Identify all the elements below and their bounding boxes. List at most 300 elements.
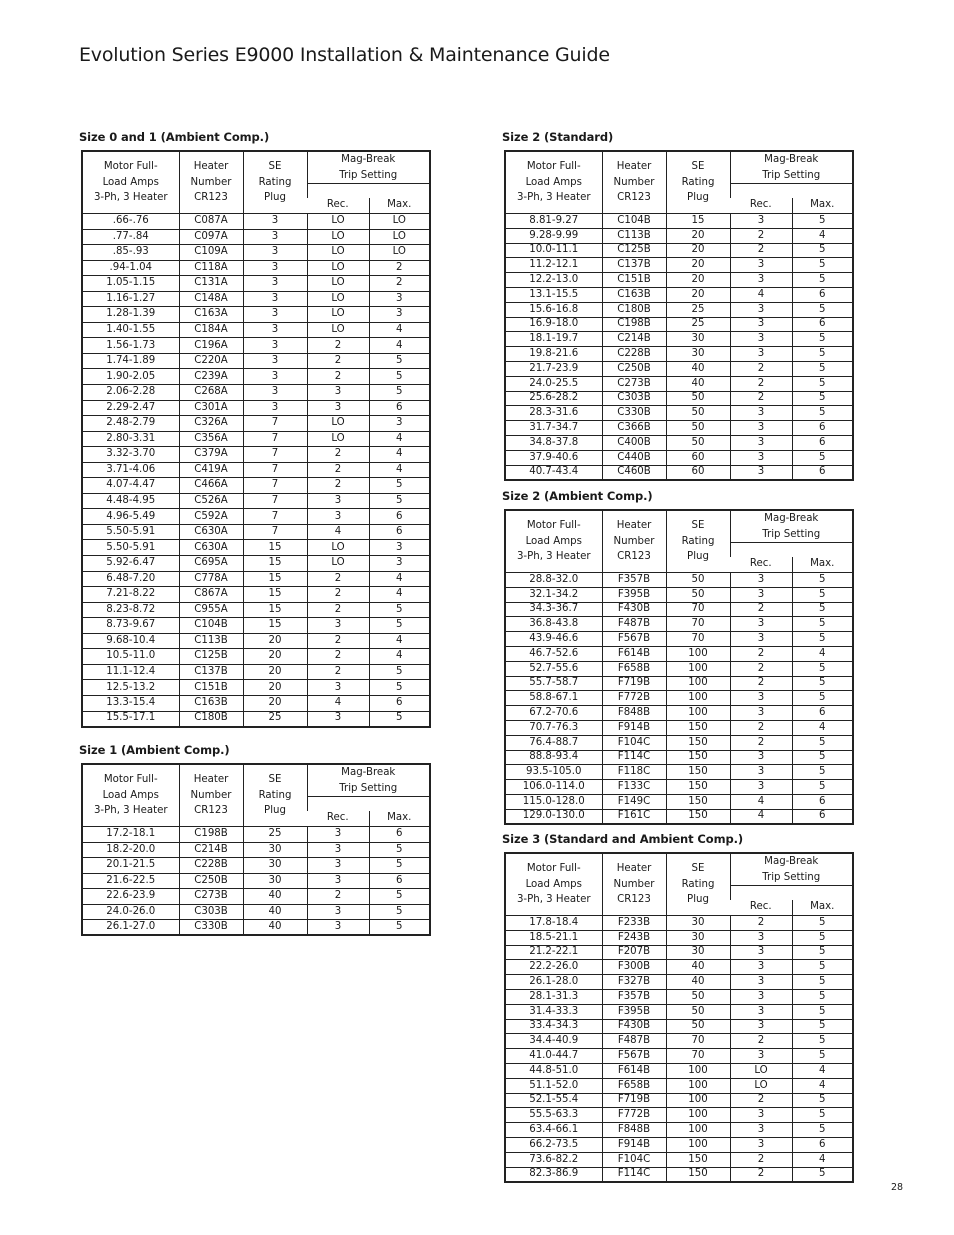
- cell-motor-fla: 73.6-82.2: [505, 1152, 602, 1167]
- cell-max: 5: [369, 369, 430, 385]
- table-row: [505, 258, 853, 273]
- cell-max: 6: [369, 509, 430, 525]
- cell-rec: LO: [307, 416, 369, 432]
- cell-max: 4: [369, 462, 430, 478]
- cell-rec: 3: [307, 618, 369, 634]
- table-row: [505, 1108, 853, 1123]
- cell-se-rating: 100: [666, 1137, 730, 1152]
- cell-max: 5: [792, 450, 853, 465]
- cell-heater-number: C239A: [179, 369, 243, 385]
- cell-motor-fla: 28.1-31.3: [505, 989, 602, 1004]
- cell-heater-number: C778A: [179, 571, 243, 587]
- cell-rec: 2: [730, 646, 792, 661]
- header-se-rating-plug-line: Plug: [264, 192, 286, 204]
- header-se-rating-plug-line: Rating: [258, 789, 292, 801]
- cell-heater-number: C097A: [179, 229, 243, 245]
- cell-motor-fla: 15.5-17.1: [106, 712, 156, 724]
- cell-rec: 2: [307, 338, 369, 354]
- cell-max: 5: [792, 214, 853, 229]
- cell-max: 5: [792, 765, 853, 780]
- cell-motor-fla: 5.50-5.91: [82, 540, 179, 556]
- cell-motor-fla: 1.56-1.73: [82, 338, 179, 354]
- table-size-0-1: [79, 130, 431, 728]
- cell-motor-fla: 12.5-13.2: [82, 680, 179, 696]
- cell-rec: 3: [307, 680, 369, 696]
- cell-motor-fla: 7.21-8.22: [82, 587, 179, 603]
- cell-heater-number: C460B: [602, 465, 666, 480]
- cell-se-rating: 100: [666, 1093, 730, 1108]
- cell-heater-number: F430B: [602, 602, 666, 617]
- cell-max: 5: [792, 691, 853, 706]
- cell-heater-number: C592A: [179, 509, 243, 525]
- cell-rec: LO: [307, 229, 369, 245]
- cell-rec: 2: [307, 447, 369, 463]
- table-row: [505, 317, 853, 332]
- cell-heater-number: C630A: [179, 524, 243, 540]
- cell-max: 5: [369, 602, 430, 618]
- cell-max: 6: [369, 400, 430, 416]
- cell-motor-fla: 31.4-33.3: [505, 1004, 602, 1019]
- header-mag-break: [730, 151, 853, 198]
- header-heater-number-line: Number: [190, 789, 232, 801]
- cell-heater-number: C379A: [179, 447, 243, 463]
- cell-motor-fla: 20.1-21.5: [82, 858, 179, 874]
- cell-rec: 2: [307, 587, 369, 603]
- table-row: [505, 676, 853, 691]
- cell-heater-number: C366B: [602, 421, 666, 436]
- cell-motor-fla: 11.1-12.4: [82, 664, 179, 680]
- cell-rec: 3: [307, 711, 369, 727]
- heater-table: [504, 150, 854, 481]
- cell-motor-fla: 17.8-18.4: [505, 916, 602, 931]
- cell-se-rating: 3: [243, 385, 307, 401]
- cell-rec: LO: [307, 245, 369, 261]
- header-motor-fla-line: Motor Full-: [526, 161, 581, 173]
- table-row: [82, 711, 430, 727]
- cell-heater-number: F395B: [602, 587, 666, 602]
- cell-motor-fla: .77-.84: [82, 229, 179, 245]
- table-row: [505, 573, 853, 588]
- cell-heater-number: C214B: [602, 332, 666, 347]
- table-size-2-ambient: [502, 489, 854, 825]
- cell-se-rating: 100: [666, 1078, 730, 1093]
- cell-motor-fla: 13.1-15.5: [505, 287, 602, 302]
- cell-se-rating: 150: [666, 765, 730, 780]
- cell-rec: 3: [307, 920, 369, 936]
- table-row: [505, 347, 853, 362]
- cell-max: 5: [369, 478, 430, 494]
- header-se-rating-plug: [243, 764, 307, 827]
- table-row: [505, 1004, 853, 1019]
- cell-se-rating: 50: [666, 406, 730, 421]
- cell-rec: 3: [730, 406, 792, 421]
- header-heater-number-line: Heater: [193, 161, 229, 173]
- header-rec: Rec.: [730, 198, 792, 214]
- table-row: [82, 827, 430, 843]
- cell-se-rating: 60: [666, 465, 730, 480]
- cell-heater-number: C303B: [179, 904, 243, 920]
- cell-heater-number: C250B: [602, 361, 666, 376]
- cell-se-rating: 30: [666, 332, 730, 347]
- cell-max: 4: [792, 1063, 853, 1078]
- table-row: [82, 338, 430, 354]
- cell-rec: 3: [307, 827, 369, 843]
- table-row: [82, 587, 430, 603]
- header-max: Max.: [792, 557, 853, 573]
- cell-max: 4: [369, 338, 430, 354]
- cell-max: 6: [369, 524, 430, 540]
- cell-motor-fla: 34.4-40.9: [505, 1034, 602, 1049]
- cell-heater-number: C125B: [602, 243, 666, 258]
- cell-max: 5: [792, 676, 853, 691]
- table-row: [505, 1019, 853, 1034]
- cell-rec: 3: [730, 273, 792, 288]
- cell-max: 4: [369, 571, 430, 587]
- cell-max: 5: [792, 735, 853, 750]
- table-row: [82, 214, 430, 230]
- table-row: [505, 361, 853, 376]
- table-row: [82, 276, 430, 292]
- table-row: [505, 287, 853, 302]
- cell-se-rating: 3: [243, 229, 307, 245]
- cell-rec: 3: [730, 989, 792, 1004]
- header-mag-break: [307, 151, 430, 198]
- cell-max: 6: [369, 827, 430, 843]
- table-row: [82, 664, 430, 680]
- cell-motor-fla: 21.6-22.5: [82, 873, 179, 889]
- header-max: Max.: [369, 198, 430, 214]
- table-row: [505, 243, 853, 258]
- header-motor-fla: [505, 151, 602, 214]
- cell-motor-fla: 18.5-21.1: [505, 930, 602, 945]
- cell-motor-fla: 16.9-18.0: [505, 317, 602, 332]
- table-row: [82, 400, 430, 416]
- cell-max: 5: [792, 1004, 853, 1019]
- cell-rec: 3: [730, 750, 792, 765]
- table-row: [82, 431, 430, 447]
- cell-motor-fla: 10.5-11.0: [82, 649, 179, 665]
- cell-motor-fla: 115.0-128.0: [505, 794, 602, 809]
- cell-motor-fla: 1.05-1.15: [82, 276, 179, 292]
- cell-heater-number: C131A: [179, 276, 243, 292]
- table-title: Size 0 and 1 (Ambient Comp.): [79, 130, 270, 144]
- table-size-2-standard: [502, 130, 854, 481]
- cell-heater-number: C148A: [179, 291, 243, 307]
- cell-se-rating: 7: [243, 493, 307, 509]
- cell-max: 5: [792, 243, 853, 258]
- cell-heater-number: F357B: [602, 989, 666, 1004]
- table-row: [82, 307, 430, 323]
- cell-rec: 4: [730, 809, 792, 824]
- table-row: [82, 509, 430, 525]
- cell-max: 4: [792, 1152, 853, 1167]
- cell-se-rating: 7: [243, 447, 307, 463]
- cell-motor-fla: 34.3-36.7: [505, 602, 602, 617]
- cell-rec: 2: [730, 1152, 792, 1167]
- cell-max: 5: [792, 376, 853, 391]
- cell-rec: 3: [307, 493, 369, 509]
- cell-se-rating: 100: [666, 1108, 730, 1123]
- cell-se-rating: 30: [666, 916, 730, 931]
- table-row: [505, 646, 853, 661]
- cell-heater-number: C303B: [602, 391, 666, 406]
- cell-se-rating: 15: [243, 556, 307, 572]
- header-max: Max.: [369, 811, 430, 827]
- cell-max: 5: [792, 1034, 853, 1049]
- cell-se-rating: 150: [666, 809, 730, 824]
- cell-motor-fla: 22.2-26.0: [505, 960, 602, 975]
- table-row: [505, 228, 853, 243]
- cell-max: 5: [369, 385, 430, 401]
- header-motor-fla: [82, 764, 179, 827]
- header-trip-setting-line: Trip Setting: [731, 527, 853, 544]
- cell-rec: 2: [730, 391, 792, 406]
- cell-se-rating: 3: [243, 276, 307, 292]
- cell-motor-fla: 2.80-3.31: [82, 431, 179, 447]
- table-row: [505, 450, 853, 465]
- header-heater-number-line: CR123: [617, 192, 651, 204]
- header-motor-fla-line: Load Amps: [102, 176, 159, 188]
- cell-max: 5: [792, 975, 853, 990]
- cell-rec: 2: [307, 664, 369, 680]
- cell-heater-number: C137B: [179, 664, 243, 680]
- cell-se-rating: 40: [243, 904, 307, 920]
- cell-se-rating: 7: [243, 524, 307, 540]
- cell-heater-number: F658B: [602, 1078, 666, 1093]
- cell-rec: 3: [730, 214, 792, 229]
- table-title: Size 2 (Ambient Comp.): [502, 489, 653, 503]
- cell-heater-number: F430B: [602, 1019, 666, 1034]
- heater-table: [81, 150, 431, 728]
- cell-heater-number: F614B: [602, 1063, 666, 1078]
- table-title: Size 2 (Standard): [502, 130, 614, 144]
- cell-se-rating: 50: [666, 1004, 730, 1019]
- cell-se-rating: 40: [666, 376, 730, 391]
- cell-max: LO: [369, 214, 430, 230]
- cell-heater-number: C113B: [179, 633, 243, 649]
- table-row: [82, 842, 430, 858]
- cell-max: 3: [369, 307, 430, 323]
- cell-rec: 3: [730, 347, 792, 362]
- cell-heater-number: F207B: [602, 945, 666, 960]
- cell-max: 4: [369, 649, 430, 665]
- cell-max: 5: [792, 273, 853, 288]
- cell-motor-fla: 88.8-93.4: [505, 750, 602, 765]
- cell-rec: LO: [730, 1078, 792, 1093]
- cell-motor-fla: 1.90-2.05: [82, 369, 179, 385]
- cell-se-rating: 150: [666, 1152, 730, 1167]
- cell-motor-fla: 12.2-13.0: [505, 273, 602, 288]
- cell-motor-fla: 18.1-19.7: [505, 332, 602, 347]
- cell-se-rating: 15: [243, 571, 307, 587]
- cell-rec: 2: [730, 228, 792, 243]
- table-row: [505, 750, 853, 765]
- cell-se-rating: 70: [666, 1049, 730, 1064]
- cell-max: 4: [792, 1078, 853, 1093]
- cell-rec: 2: [730, 602, 792, 617]
- table-row: [505, 632, 853, 647]
- cell-se-rating: 3: [243, 338, 307, 354]
- cell-rec: 3: [730, 945, 792, 960]
- header-se-rating-plug-line: Plug: [687, 192, 709, 204]
- header-se-rating-plug-line: Plug: [687, 894, 709, 906]
- cell-se-rating: 20: [666, 228, 730, 243]
- table-row: [505, 406, 853, 421]
- cell-motor-fla: 17.2-18.1: [82, 827, 179, 843]
- cell-rec: 3: [730, 617, 792, 632]
- header-heater-number: [602, 853, 666, 916]
- cell-max: 5: [369, 904, 430, 920]
- cell-motor-fla: 32.1-34.2: [505, 587, 602, 602]
- cell-se-rating: 40: [666, 975, 730, 990]
- cell-motor-fla: 8.23-8.72: [82, 602, 179, 618]
- header-heater-number-line: Heater: [616, 161, 652, 173]
- cell-max: 5: [369, 493, 430, 509]
- cell-heater-number: C326A: [179, 416, 243, 432]
- table-row: [505, 989, 853, 1004]
- header-trip-setting-line: Trip Setting: [731, 870, 853, 887]
- cell-rec: 3: [730, 450, 792, 465]
- table-row: [505, 602, 853, 617]
- cell-rec: 3: [730, 317, 792, 332]
- table-row: [82, 889, 430, 905]
- header-mag-break-line: Mag-Break: [764, 154, 819, 165]
- table-row: [82, 524, 430, 540]
- cell-heater-number: C196A: [179, 338, 243, 354]
- cell-rec: 2: [730, 720, 792, 735]
- header-se-rating-plug-line: Rating: [681, 535, 715, 547]
- cell-max: 5: [792, 945, 853, 960]
- cell-max: 6: [792, 287, 853, 302]
- header-mag-break: [730, 510, 853, 557]
- cell-motor-fla: 37.9-40.6: [505, 450, 602, 465]
- header-heater-number-line: Number: [613, 176, 655, 188]
- cell-se-rating: 20: [666, 287, 730, 302]
- header-motor-fla-line: Motor Full-: [103, 161, 158, 173]
- cell-heater-number: C630A: [179, 540, 243, 556]
- cell-se-rating: 100: [666, 706, 730, 721]
- header-trip-setting-line: Trip Setting: [731, 168, 853, 185]
- table-row: [82, 493, 430, 509]
- cell-max: 5: [792, 780, 853, 795]
- cell-se-rating: 60: [666, 450, 730, 465]
- cell-max: 5: [792, 1108, 853, 1123]
- cell-motor-fla: 24.0-26.0: [82, 904, 179, 920]
- cell-motor-fla: 4.07-4.47: [82, 478, 179, 494]
- cell-se-rating: 70: [666, 632, 730, 647]
- cell-heater-number: C184A: [179, 322, 243, 338]
- cell-se-rating: 50: [666, 587, 730, 602]
- cell-rec: 2: [307, 462, 369, 478]
- header-motor-fla-line: 3-Ph, 3 Heater: [93, 192, 168, 204]
- cell-rec: 2: [307, 369, 369, 385]
- header-heater-number-line: Number: [613, 535, 655, 547]
- cell-se-rating: 20: [666, 243, 730, 258]
- cell-heater-number: F772B: [602, 1108, 666, 1123]
- cell-se-rating: 25: [666, 302, 730, 317]
- cell-heater-number: F658B: [602, 661, 666, 676]
- cell-rec: 2: [730, 1167, 792, 1182]
- cell-motor-fla: 43.9-46.6: [505, 632, 602, 647]
- cell-heater-number: F719B: [602, 676, 666, 691]
- cell-se-rating: 100: [666, 661, 730, 676]
- cell-max: 5: [792, 1049, 853, 1064]
- cell-heater-number: C419A: [179, 462, 243, 478]
- cell-heater-number: F243B: [602, 930, 666, 945]
- table-row: [82, 873, 430, 889]
- heater-table: [504, 852, 854, 1183]
- table-row: [82, 618, 430, 634]
- table-row: [82, 571, 430, 587]
- cell-rec: 2: [307, 889, 369, 905]
- cell-motor-fla: 9.68-10.4: [82, 633, 179, 649]
- cell-se-rating: 50: [666, 1019, 730, 1034]
- heater-table: [81, 763, 431, 936]
- cell-se-rating: 50: [666, 573, 730, 588]
- cell-motor-fla: 63.4-66.1: [505, 1123, 602, 1138]
- cell-se-rating: 40: [666, 361, 730, 376]
- table-row: [82, 602, 430, 618]
- cell-max: 5: [792, 302, 853, 317]
- table-row: [82, 385, 430, 401]
- cell-se-rating: 70: [666, 1034, 730, 1049]
- cell-rec: 2: [730, 676, 792, 691]
- cell-max: 4: [792, 646, 853, 661]
- cell-rec: LO: [307, 540, 369, 556]
- cell-se-rating: 150: [666, 750, 730, 765]
- cell-motor-fla: 1.74-1.89: [82, 353, 179, 369]
- cell-heater-number: F914B: [602, 720, 666, 735]
- cell-rec: 3: [730, 435, 792, 450]
- cell-heater-number: C220A: [179, 353, 243, 369]
- header-motor-fla-line: Motor Full-: [526, 520, 581, 532]
- cell-heater-number: C250B: [179, 873, 243, 889]
- header-motor-fla-line: 3-Ph, 3 Heater: [93, 805, 168, 817]
- table-row: [505, 809, 853, 824]
- header-motor-fla: [82, 151, 179, 214]
- cell-heater-number: C163B: [179, 695, 243, 711]
- table-row: [505, 1152, 853, 1167]
- header-se-rating-plug-line: SE: [268, 161, 282, 173]
- cell-motor-fla: 31.7-34.7: [505, 421, 602, 436]
- header-motor-fla: [505, 510, 602, 573]
- cell-motor-fla: 22.6-23.9: [82, 889, 179, 905]
- cell-heater-number: F848B: [602, 1123, 666, 1138]
- cell-heater-number: F114C: [602, 750, 666, 765]
- header-heater-number: [602, 151, 666, 214]
- table-row: [505, 930, 853, 945]
- table-row: [82, 229, 430, 245]
- cell-motor-fla: 4.96-5.49: [82, 509, 179, 525]
- table-row: [505, 735, 853, 750]
- cell-max: 3: [369, 291, 430, 307]
- cell-rec: 2: [307, 478, 369, 494]
- cell-max: 5: [792, 750, 853, 765]
- header-motor-fla-line: Motor Full-: [526, 863, 581, 875]
- header-heater-number: [179, 764, 243, 827]
- table-row: [505, 945, 853, 960]
- cell-rec: 3: [730, 765, 792, 780]
- cell-max: 5: [792, 930, 853, 945]
- cell-motor-fla: 6.48-7.20: [82, 571, 179, 587]
- cell-heater-number: F487B: [602, 617, 666, 632]
- cell-heater-number: F114C: [602, 1167, 666, 1182]
- cell-se-rating: 150: [666, 780, 730, 795]
- table-row: [505, 691, 853, 706]
- table-row: [505, 661, 853, 676]
- cell-rec: LO: [307, 276, 369, 292]
- cell-rec: 2: [307, 571, 369, 587]
